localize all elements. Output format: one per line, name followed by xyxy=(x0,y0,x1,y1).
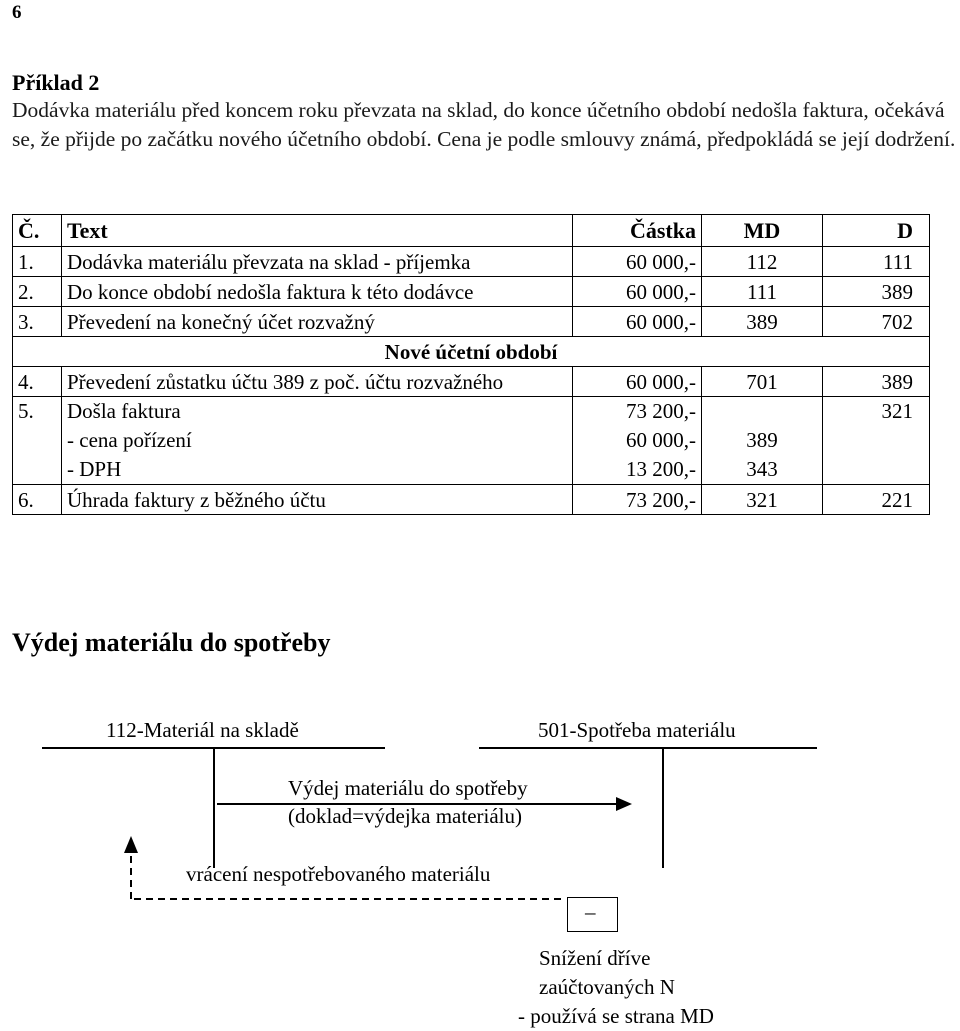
account-left-label: 112-Materiál na skladě xyxy=(106,718,299,742)
row-amount: 60 000,- xyxy=(573,277,702,307)
row-text: Do konce období nedošla faktura k této dodávce xyxy=(62,277,573,307)
example-intro: Dodávka materiálu před koncem roku převzata na sklad, do konce účetního období nedošla faktura, očekává se, že přijde po začátku nového účetního období. Cena je podle smlouvy známá, předpokládá se její dodržení. xyxy=(12,98,956,151)
new-period-label: Nové účetní období xyxy=(13,337,930,367)
row-number: 6. xyxy=(13,485,62,515)
row-number: 3. xyxy=(13,307,62,337)
return-arrow xyxy=(124,836,561,899)
issue-label-line1: Výdej materiálu do spotřeby xyxy=(288,776,528,800)
row-text: Převedení zůstatku účtu 389 z poč. účtu rozvažného xyxy=(62,367,573,397)
row-md: 701 xyxy=(702,367,823,397)
row-amount-line: 13 200,- xyxy=(626,457,696,481)
row-d: 321 xyxy=(823,397,930,485)
header-number: Č. xyxy=(13,215,62,247)
minus-box xyxy=(567,897,618,932)
row-md: 321 xyxy=(702,485,823,515)
row-amount: 60 000,- xyxy=(573,247,702,277)
page-number: 6 xyxy=(12,2,22,23)
issue-label-line2: (doklad=výdejka materiálu) xyxy=(288,804,523,828)
row-md: 389 xyxy=(702,307,823,337)
example-title: Příklad 2 xyxy=(12,70,100,95)
row-d: 221 xyxy=(823,485,930,515)
row-text-line: Došla faktura xyxy=(67,399,181,423)
section-title: Výdej materiálu do spotřeby xyxy=(12,628,331,657)
row-amount: 73 200,- xyxy=(573,485,702,515)
row-text: Úhrada faktury z běžného účtu xyxy=(62,485,573,515)
row-d: 702 xyxy=(823,307,930,337)
note-line: zaúčtovaných N xyxy=(539,975,675,999)
row-text-line: - DPH xyxy=(67,457,122,481)
account-right-label: 501-Spotřeba materiálu xyxy=(538,718,736,742)
row-number: 1. xyxy=(13,247,62,277)
note-line: Snížení dříve xyxy=(539,946,651,970)
row-amount-line: 73 200,- xyxy=(626,399,696,423)
row-amount: 60 000,- xyxy=(573,367,702,397)
row-text: Dodávka materiálu převzata na sklad - příjemka xyxy=(62,247,573,277)
row-d: 389 xyxy=(823,367,930,397)
row-d: 111 xyxy=(823,247,930,277)
row-d: 389 xyxy=(823,277,930,307)
minus-sign: – xyxy=(585,900,596,924)
note-line: - používá se strana MD xyxy=(518,1004,714,1028)
header-amount: Částka xyxy=(573,215,702,247)
row-amount: 60 000,- xyxy=(573,307,702,337)
row-number: 4. xyxy=(13,367,62,397)
row-md: 111 xyxy=(702,277,823,307)
header-text: Text xyxy=(62,215,573,247)
row-md-line: 343 xyxy=(746,457,778,481)
row-md: 112 xyxy=(702,247,823,277)
row-text-line: - cena pořízení xyxy=(67,428,192,452)
row-md-line: 389 xyxy=(746,428,778,452)
row-amount-line: 60 000,- xyxy=(626,428,696,452)
row-number: 2. xyxy=(13,277,62,307)
issue-arrow xyxy=(217,797,632,811)
header-d: D xyxy=(823,215,930,247)
row-text: Převedení na konečný účet rozvažný xyxy=(62,307,573,337)
return-label: vrácení nespotřebovaného materiálu xyxy=(186,862,491,886)
header-md: MD xyxy=(702,215,823,247)
row-number: 5. xyxy=(13,397,62,485)
